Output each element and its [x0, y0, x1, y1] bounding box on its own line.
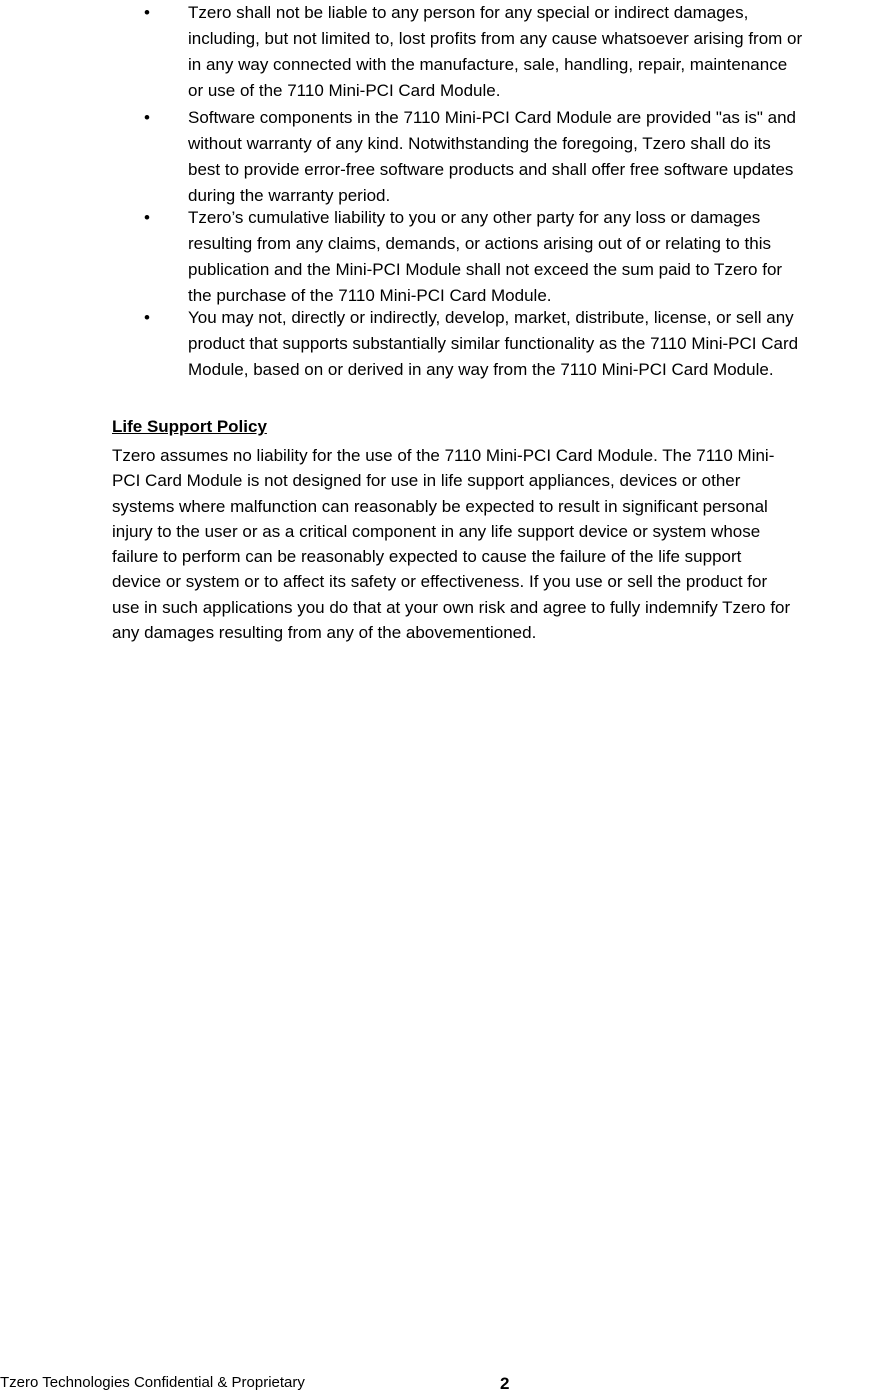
bullet-marker: • — [144, 108, 150, 127]
bullet-text — [188, 105, 894, 209]
page-number: 2 — [500, 1374, 510, 1393]
paragraph-line: PCI Card Module is not designed for use in life support appliances, devices or other — [112, 471, 741, 491]
bullet-text — [188, 0, 894, 104]
bullet-line: resulting from any claims, demands, or actions arising out of or relating to this — [188, 234, 771, 253]
bullet-line: publication and the Mini-PCI Module shall not exceed the sum paid to Tzero for — [188, 260, 783, 279]
bullet-line: best to provide error-free software products and shall offer free software updates — [188, 160, 794, 179]
bullet-text — [188, 305, 894, 383]
bullet-line: without warranty of any kind. Notwithstanding the foregoing, Tzero shall do its — [188, 134, 771, 153]
paragraph-line: any damages resulting from any of the abovementioned. — [112, 623, 537, 643]
footer-confidential-text: Tzero Technologies Confidential & Proprietary — [0, 1374, 305, 1391]
life-support-paragraph — [112, 443, 896, 645]
bullet-line: including, but not limited to, lost profits from any cause whatsoever arising from or — [188, 29, 803, 48]
paragraph-line: systems where malfunction can reasonably be expected to result in significant personal — [112, 496, 768, 516]
bullet-line: the purchase of the 7110 Mini-PCI Card Module. — [188, 286, 552, 305]
bullet-line: during the warranty period. — [188, 186, 391, 205]
paragraph-line: device or system or to affect its safety or effectiveness. If you use or sell the product for — [112, 572, 768, 592]
paragraph-line: Tzero assumes no liability for the use of the 7110 Mini-PCI Card Module. The 7110 Mini- — [112, 446, 775, 465]
bullet-marker: • — [144, 208, 150, 227]
paragraph-line: use in such applications you do that at your own risk and agree to fully indemnify Tzero for — [112, 597, 791, 617]
bullet-line: You may not, directly or indirectly, develop, market, distribute, license, or sell any — [188, 308, 794, 327]
bullet-line: Tzero shall not be liable to any person for any special or indirect damages, — [188, 3, 749, 22]
paragraph-line: failure to perform can be reasonably expected to cause the failure of the life support — [112, 547, 742, 567]
bullet-text — [188, 205, 894, 309]
bullet-marker: • — [144, 3, 150, 22]
bullet-line: or use of the 7110 Mini-PCI Card Module. — [188, 81, 501, 100]
bullet-line: product that supports substantially similar functionality as the 7110 Mini-PCI Card — [188, 334, 799, 353]
bullet-marker: • — [144, 308, 150, 327]
bullet-line: Module, based on or derived in any way from the 7110 Mini-PCI Card Module. — [188, 360, 774, 379]
bullet-line: in any way connected with the manufacture, sale, handling, repair, maintenance — [188, 55, 788, 74]
section-heading-life-support: Life Support Policy — [112, 417, 267, 436]
bullet-line: Tzero’s cumulative liability to you or any other party for any loss or damages — [188, 208, 761, 227]
paragraph-line: injury to the user or as a critical component in any life support device or system whose — [112, 521, 761, 541]
bullet-line: Software components in the 7110 Mini-PCI Card Module are provided "as is" and — [188, 108, 797, 127]
